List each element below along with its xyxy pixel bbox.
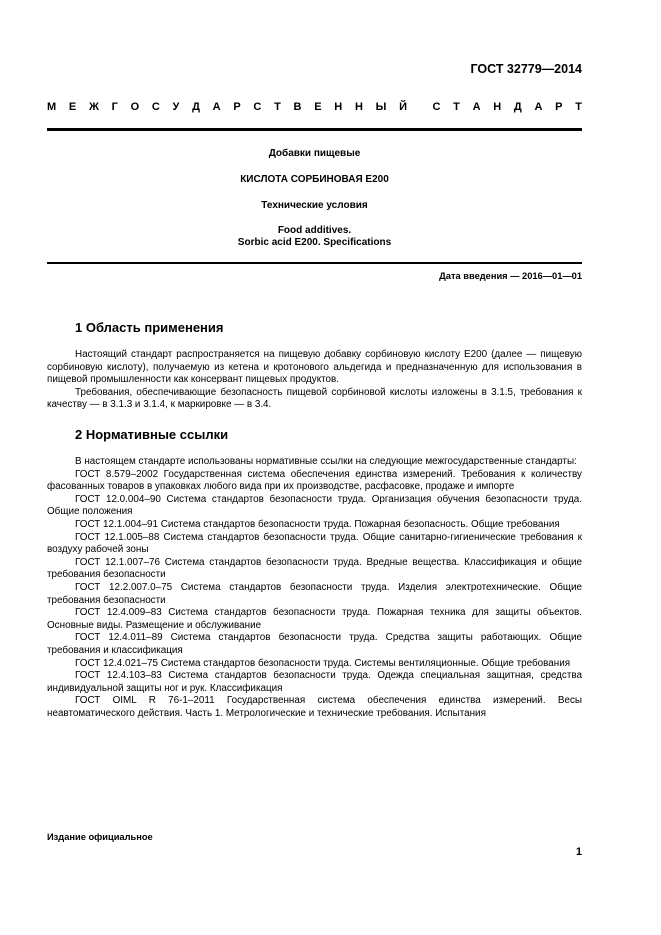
banner-letter: Д [513,101,522,113]
banner-letter: Р [233,101,241,113]
title-rule [47,262,582,264]
title-line-2: КИСЛОТА СОРБИНОВАЯ Е200 [240,174,389,185]
paragraph: ГОСТ 12.2.007.0–75 Система стандартов безопасности труда. Изделия электротехнические. Общие требования безопасности [47,581,582,606]
paragraph: ГОСТ 12.1.004–91 Система стандартов безопасности труда. Пожарная безопасность. Общие требования [75,518,560,530]
standard-banner [47,101,582,113]
edition-note: Издание официальное [47,832,153,842]
document-code: ГОСТ 32779—2014 [470,62,582,76]
section-2-heading: 2 Нормативные ссылки [75,427,229,442]
banner-letter: В [293,101,302,113]
section-1-heading: 1 Область применения [75,320,224,335]
paragraph: ГОСТ OIML R 76-1–2011 Государственная система обеспечения единства измерений. Весы неавтоматического действия. Часть 1. Метрологические и технические требования. Испытания [47,695,582,719]
section-1-body [47,349,582,412]
banner-letter: А [212,101,221,113]
banner-letter: Ы [375,101,387,113]
banner-letter: У [172,101,180,113]
banner-letter: О [130,101,140,113]
title-english-2: Sorbic acid E200. Specifications [237,237,392,248]
banner-letter: С [432,101,441,113]
banner-letter: Т [453,101,460,113]
banner-letter: А [534,101,543,113]
paragraph: В настоящем стандарте использованы нормативные ссылки на следующие межгосударственные стандарты: [75,456,577,467]
paragraph: ГОСТ 12.0.004–90 Система стандартов безопасности труда. Организация обучения безопасности труда. Общие положения [47,493,582,518]
paragraph: ГОСТ 12.4.103–83 Система стандартов безопасности труда. Одежда специальная защитная, средства индивидуальной защиты ног и рук. Классификация [47,670,582,694]
banner-letter: Н [334,101,343,113]
title-line-3: Технические условия [261,200,368,211]
paragraph: ГОСТ 12.4.011–89 Система стандартов безопасности труда. Средства защиты работающих. Общие требования и классификация [47,632,582,656]
section-2-body [47,456,582,720]
banner-letter: Е [314,101,322,113]
banner-letter: А [472,101,481,113]
paragraph: ГОСТ 12.4.009–83 Система стандартов безопасности труда. Пожарная техника для защиты объектов. Основные виды. Размещение и обслуживание [47,607,582,631]
banner-letter: Н [354,101,363,113]
banner-letter: Т [274,101,281,113]
banner-letter: Е [68,101,77,113]
banner-letter: С [151,101,160,113]
paragraph: Требования, обеспечивающие безопасность пищевой сорбиновой кислоты изложены в 3.1.5, требования к качеству — в 3.1.3 и 3.1.4, к маркировке — в 3.4. [47,386,582,411]
paragraph: Настоящий стандарт распространяется на пищевую добавку сорбиновую кислоту Е200 (далее — пищевую сорбиновую кислоту), получаемую из кетена и кротонового альдегида и предназначенную для использования в пищевой промышленности как консервант пищевых продуктов. [47,349,582,386]
intro-date: Дата введения — 2016—01—01 [439,271,582,281]
paragraph: ГОСТ 12.1.007–76 Система стандартов безопасности труда. Вредные вещества. Классификация и общие требования безопасности [47,556,582,581]
title-line-1: Добавки пищевые [268,148,361,159]
header-rule [47,128,582,131]
title-english-1: Food additives. [277,225,352,236]
paragraph: ГОСТ 12.4.021–75 Система стандартов безопасности труда. Системы вентиляционные. Общие требования [75,657,571,669]
banner-letter: Р [555,101,563,113]
banner-letter: Й [399,101,408,113]
banner-letter: Ж [88,101,99,113]
page-number: 1 [575,846,582,858]
banner-letter: М [47,101,57,113]
banner-letter: Г [111,101,118,113]
paragraph: ГОСТ 12.1.005–88 Система стандартов безопасности труда. Общие санитарно-гигиенические требования к воздуху рабочей зоны [47,531,582,556]
banner-letter: Н [493,101,502,113]
banner-letter: С [253,101,262,113]
paragraph: ГОСТ 8.579–2002 Государственная система обеспечения единства измерений. Требования к количеству фасованных товаров в упаковках любого вида при их производстве, расфасовке, продаже и импорте [47,468,582,493]
banner-letter: Д [192,101,200,113]
banner-letter: Т [575,101,582,113]
